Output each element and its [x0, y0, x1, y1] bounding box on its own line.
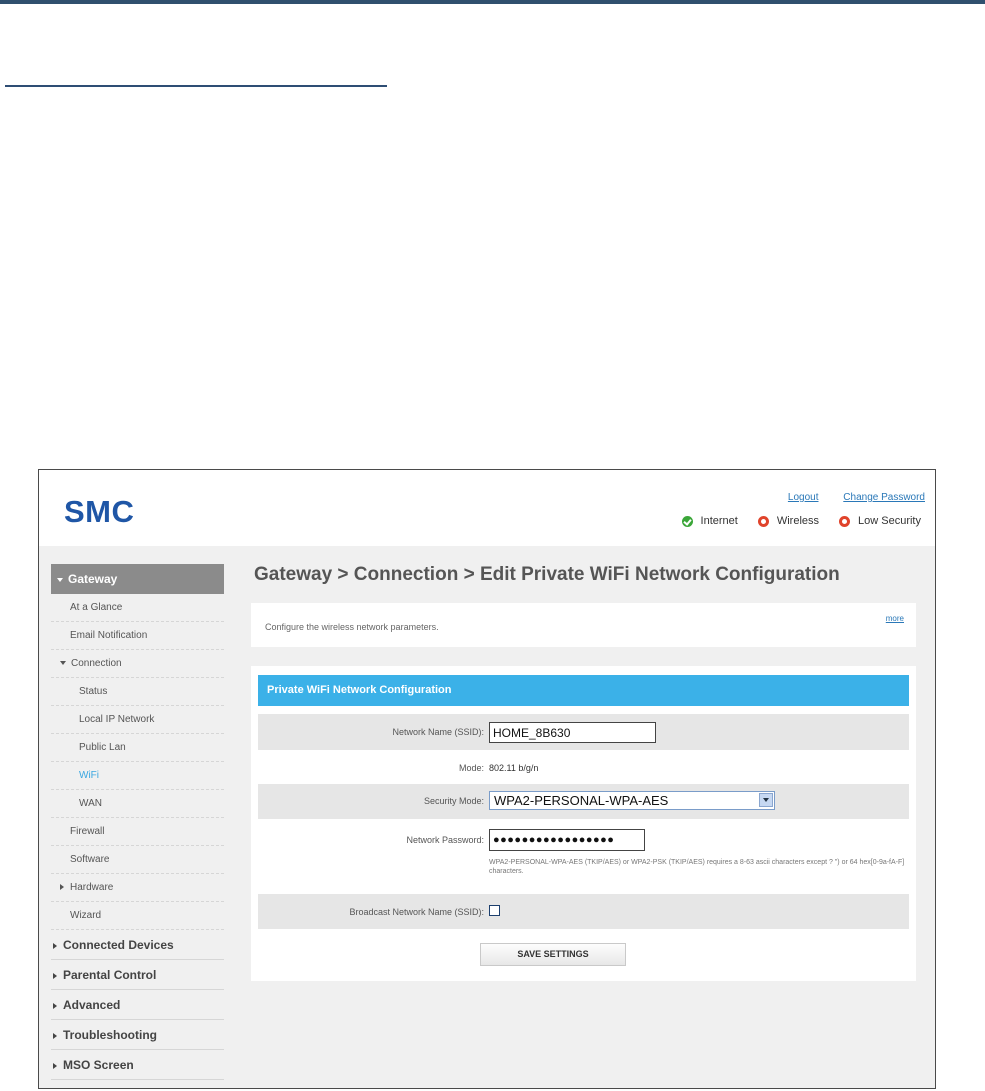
chevron-right-icon — [53, 943, 57, 949]
broadcast-checkbox[interactable] — [489, 905, 500, 916]
mode-value: 802.11 b/g/n — [489, 763, 539, 773]
status-label: Wireless — [776, 515, 820, 527]
sidebar-item-troubleshooting[interactable]: Troubleshooting — [51, 1020, 224, 1050]
alert-ring-icon — [839, 516, 850, 527]
save-settings-button[interactable]: SAVE SETTINGS — [480, 943, 626, 966]
sidebar-item-local-ip-network[interactable]: Local IP Network — [51, 706, 224, 734]
router-header — [39, 470, 935, 546]
broadcast-row — [258, 894, 909, 929]
more-link[interactable]: more — [885, 614, 904, 623]
chevron-down-icon — [57, 578, 63, 582]
ssid-input[interactable] — [489, 722, 656, 743]
chevron-right-icon — [53, 1003, 57, 1009]
check-circle-icon — [682, 516, 693, 527]
change-password-link[interactable]: Change Password — [843, 492, 925, 503]
security-mode-label: Security Mode: — [423, 796, 484, 806]
password-hint: WPA2-PERSONAL-WPA-AES (TKIP/AES) or WPA2-PSK (TKIP/AES) requires a 8-63 ascii characters except ? ") or 64 hex[0-9a-fA-F] characters. — [489, 859, 905, 875]
logout-link[interactable]: Logout — [787, 492, 819, 503]
router-screenshot-frame — [38, 469, 936, 1089]
sidebar-item-advanced[interactable]: Advanced — [51, 990, 224, 1020]
password-row — [258, 819, 909, 891]
mode-row — [258, 750, 909, 784]
broadcast-label: Broadcast Network Name (SSID): — [349, 907, 484, 917]
sidebar-item-connected-devices[interactable]: Connected Devices — [51, 930, 224, 960]
mode-label: Mode: — [458, 763, 484, 773]
sidebar-item-mso-screen[interactable]: MSO Screen — [51, 1050, 224, 1080]
sidebar-item-wizard[interactable]: Wizard — [51, 902, 224, 930]
status-wireless — [758, 515, 819, 527]
page-title: Gateway > Connection > Edit Private WiFi Network Configuration — [254, 564, 840, 585]
sidebar-item-at-a-glance[interactable]: At a Glance — [51, 594, 224, 622]
description-text: Configure the wireless network parameters. — [265, 622, 439, 632]
sidebar-item-email-notification[interactable]: Email Notification — [51, 622, 224, 650]
chevron-right-icon — [53, 1063, 57, 1069]
panel-title: Private WiFi Network Configuration — [258, 675, 909, 706]
security-mode-row — [258, 784, 909, 819]
smc-logo: SMC — [64, 494, 135, 529]
status-label: Internet — [700, 515, 738, 527]
header-links — [766, 492, 925, 503]
password-input[interactable]: ●●●●●●●●●●●●●●●●● — [489, 829, 645, 851]
status-label: Low Security — [858, 515, 921, 527]
ssid-row — [258, 714, 909, 750]
status-internet — [682, 515, 738, 527]
sidebar-item-hardware[interactable]: Hardware — [51, 874, 224, 902]
sidebar-item-firewall[interactable]: Firewall — [51, 818, 224, 846]
sidebar-item-status[interactable]: Status — [51, 678, 224, 706]
sidebar-item-wan[interactable]: WAN — [51, 790, 224, 818]
chevron-right-icon — [60, 884, 64, 890]
sidebar-item-wifi[interactable]: WiFi — [51, 762, 224, 790]
document-top-rule — [0, 0, 985, 4]
status-indicators — [662, 515, 921, 527]
chevron-down-icon — [60, 661, 66, 665]
sidebar-item-gateway[interactable]: Gateway — [51, 564, 224, 594]
chevron-right-icon — [53, 973, 57, 979]
chevron-right-icon — [53, 1033, 57, 1039]
sidebar-item-public-lan[interactable]: Public Lan — [51, 734, 224, 762]
sidebar-item-software[interactable]: Software — [51, 846, 224, 874]
sidebar-nav — [51, 564, 224, 1080]
dropdown-arrow-icon[interactable] — [759, 793, 773, 807]
wifi-config-panel — [251, 666, 916, 981]
status-low-security — [839, 515, 921, 527]
sidebar-item-parental-control[interactable]: Parental Control — [51, 960, 224, 990]
alert-ring-icon — [758, 516, 769, 527]
ssid-label: Network Name (SSID): — [392, 727, 484, 737]
security-mode-select[interactable]: WPA2-PERSONAL-WPA-AES — [489, 791, 775, 810]
sidebar-item-connection[interactable]: Connection — [51, 650, 224, 678]
password-label: Network Password: — [406, 835, 484, 845]
description-box — [251, 603, 916, 647]
document-heading-underline — [5, 85, 387, 87]
